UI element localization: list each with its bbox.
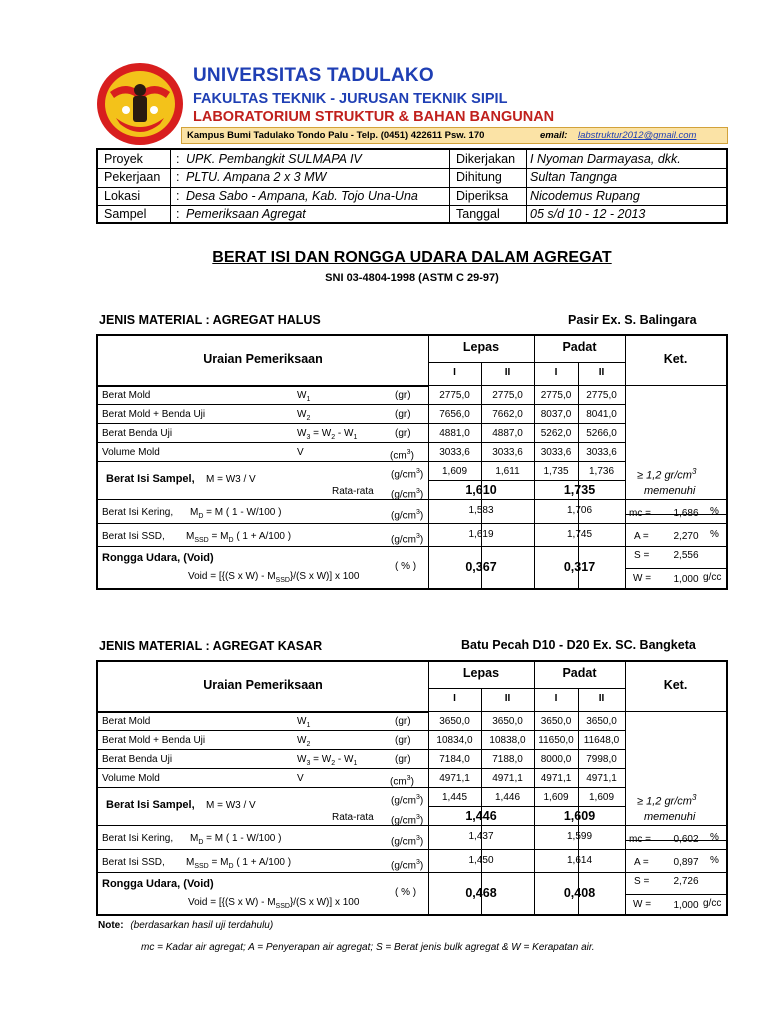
rata-rata-label: Rata-rata	[332, 812, 374, 823]
symbol-w1: $W_1$	[297, 390, 311, 403]
unit-gcm3: $(g/cm^3)$	[391, 814, 424, 827]
w-label: W =	[633, 899, 652, 910]
rongga-padat: 0,317	[563, 560, 596, 574]
lepas-header: Lepas	[462, 666, 500, 680]
dihitung-value: Sultan Tangnga	[530, 170, 618, 184]
dihitung-label: Dihitung	[456, 170, 502, 184]
cell-value: 4887,0	[492, 428, 523, 439]
padat-header: Padat	[562, 666, 597, 680]
row-label-berat_benda: Berat Benda Uji	[102, 428, 173, 439]
row-label-volume: Volume Mold	[102, 447, 160, 458]
w-value: 1,000	[673, 574, 699, 585]
a-label: A =	[634, 531, 649, 542]
proyek-value: UPK. Pembangkit SULMAPA IV	[186, 152, 362, 166]
cell-value: 3033,6	[439, 447, 470, 458]
unit-gcm3: $(g/cm^3)$	[391, 835, 424, 848]
cell-value: 1,611	[495, 466, 520, 477]
cell-value: 4971,1	[439, 773, 470, 784]
rata-rata-label: Rata-rata	[332, 486, 374, 497]
kering-padat: 1,599	[566, 831, 593, 842]
padat-i: I	[554, 693, 558, 704]
w-value: 1,000	[673, 900, 699, 911]
dikerjakan-value: I Nyoman Darmayasa, dkk.	[530, 152, 681, 166]
cell-value: 4971,1	[492, 773, 523, 784]
note-text: (berdasarkan hasil uji terdahulu)	[130, 920, 274, 931]
address-text: Kampus Bumi Tadulako Tondo Palu - Telp. (0451) 422611 Psw. 170	[187, 130, 485, 141]
unit-gcm3: $(g/cm^3)$	[391, 794, 424, 807]
kering-padat: 1,706	[566, 505, 593, 516]
berat-isi-ssd-label: Berat Isi SSD,	[102, 531, 165, 542]
cell-value: 1,735	[543, 466, 569, 477]
cell-value: 8041,0	[586, 409, 617, 420]
berat-isi-formula: M = W3 / V	[206, 800, 256, 811]
rongga-udara-label: Rongga Udara, (Void)	[102, 878, 214, 890]
a-value: 2,270	[673, 531, 699, 542]
note	[98, 920, 273, 931]
cell-value: 4881,0	[439, 428, 470, 439]
cell-value: 8037,0	[540, 409, 572, 420]
cell-value: 3650,0	[492, 716, 523, 727]
dikerjakan-label: Dikerjakan	[456, 152, 516, 166]
s-label: S =	[634, 550, 650, 561]
standard-reference: SNI 03-4804-1998 (ASTM C 29-97)	[325, 272, 499, 284]
tanggal-label: Tanggal	[456, 207, 500, 221]
mc-label: mc =	[629, 508, 651, 519]
a-unit: %	[710, 855, 719, 866]
table-agregat-kasar	[96, 660, 728, 916]
cell-value: 1,445	[441, 792, 468, 803]
ket-standard: ≥ 1,2 $gr/cm^3$	[637, 467, 697, 482]
university-logo	[96, 62, 184, 146]
row-label-berat_mold_benda: Berat Mold + Benda Uji	[102, 409, 206, 420]
unit-persen: ( % )	[395, 887, 417, 898]
cell-value: 7656,0	[439, 409, 470, 420]
rata-lepas: 1,610	[465, 483, 497, 497]
document-title: BERAT ISI DAN RONGGA UDARA DALAM AGREGAT	[212, 249, 612, 266]
kering-lepas: 1,437	[468, 831, 494, 842]
cell-value: 2775,0	[540, 390, 572, 401]
unit-gcm3: $(g/cm^3)$	[391, 533, 424, 546]
a-label: A =	[634, 857, 649, 868]
tanggal-value: 05 s/d 10 - 12 - 2013	[530, 207, 646, 221]
kering-formula: $M_D = M$ ( 1 - W/100 )	[190, 507, 282, 520]
cell-value: 2775,0	[492, 390, 523, 401]
material-halus-source: Pasir Ex. S. Balingara	[568, 313, 697, 327]
s-value: 2,556	[673, 550, 699, 561]
ssd-padat: 1,614	[566, 855, 593, 866]
sampel-value: Pemeriksaan Agregat	[186, 207, 306, 221]
ssd-lepas: 1,450	[468, 855, 494, 866]
lepas-i: I	[453, 693, 456, 704]
unit-gcm3: $(g/cm^3)$	[391, 859, 424, 872]
mc-label: mc =	[629, 834, 651, 845]
symbol-w2: $W_2$	[297, 409, 311, 422]
diperiksa-label: Diperiksa	[456, 189, 509, 203]
university-name: UNIVERSITAS TADULAKO	[193, 65, 434, 86]
unit-cm3: $(cm^3)$	[390, 449, 414, 462]
cell-value: 1,736	[588, 466, 615, 477]
unit-gcm3: $(g/cm^3)$	[391, 509, 424, 522]
cell-value: 5266,0	[586, 428, 617, 439]
pekerjaan-value: PLTU. Ampana 2 x 3 MW	[186, 170, 327, 184]
cell-value: 3650,0	[439, 716, 470, 727]
ket-standard: ≥ 1,2 $gr/cm^3$	[637, 793, 697, 808]
uraian-header: Uraian Pemeriksaan	[203, 678, 323, 692]
cell-value: 3033,6	[540, 447, 572, 458]
unit-gcm3: $(g/cm^3)$	[391, 488, 424, 501]
cell-value: 10834,0	[436, 735, 473, 746]
padat-i: I	[554, 367, 558, 378]
faculty-name: FAKULTAS TEKNIK - JURUSAN TEKNIK SIPIL	[193, 91, 508, 107]
kering-lepas: 1,583	[468, 505, 494, 516]
unit-gr: (gr)	[395, 716, 411, 727]
note-label: Note:	[98, 920, 124, 931]
pekerjaan-label: Pekerjaan	[104, 170, 161, 184]
cell-value: 1,609	[543, 792, 569, 803]
s-label: S =	[634, 876, 650, 887]
legend-note: mc = Kadar air agregat; A = Penyerapan air agregat; S = Berat jenis bulk agregat & W = Kerapatan air.	[141, 942, 595, 953]
unit-cm3: $(cm^3)$	[390, 775, 414, 788]
material-kasar-heading: JENIS MATERIAL : AGREGAT KASAR	[99, 639, 323, 653]
berat-isi-kering-label: Berat Isi Kering,	[102, 507, 174, 518]
laboratory-name: LABORATORIUM STRUKTUR & BAHAN BANGUNAN	[193, 109, 555, 125]
cell-value: 7188,0	[492, 754, 523, 765]
project-info-box: Proyek : UPK. Pembangkit SULMAPA IV Dikerjakan I Nyoman Darmayasa, dkk. Pekerjaan : PLTU. Ampana 2 x 3 MW Dihitung Sultan Tangnga Lokasi : Desa Sabo - Ampana, Kab. Tojo Una-Una Diperiksa Nicodemus Rupang Sampel : Pemeriksaan Agregat Tanggal 05 s/d 10 - 12 - 2013	[96, 148, 728, 224]
email-label: email:	[540, 130, 568, 141]
diperiksa-value: Nicodemus Rupang	[530, 189, 640, 203]
lepas-ii: II	[504, 367, 511, 378]
unit-gcm3: $(g/cm^3)$	[391, 468, 424, 481]
symbol-w2: $W_2$	[297, 735, 311, 748]
ket-header: Ket.	[663, 678, 688, 692]
kering-formula: $M_D = M$ ( 1 - W/100 )	[190, 833, 282, 846]
cell-value: 1,446	[494, 792, 521, 803]
cell-value: 7184,0	[439, 754, 470, 765]
email-link[interactable]: labstruktur2012@gmail.com	[578, 130, 697, 141]
ket-memenuhi: memenuhi	[644, 811, 696, 823]
rongga-lepas: 0,468	[465, 886, 497, 900]
void-formula: Void = [{(S x $W) - M_{SSD}\}/(S$ x W)] x 100	[188, 571, 360, 584]
symbol-v: V	[297, 773, 304, 784]
cell-value: 3033,6	[492, 447, 523, 458]
cell-value: 2775,0	[439, 390, 470, 401]
table-agregat-halus	[96, 334, 728, 590]
ssd-lepas: 1,619	[468, 529, 494, 540]
unit-gr: (gr)	[395, 428, 411, 439]
lepas-header: Lepas	[462, 340, 500, 354]
cell-value: 4971,1	[540, 773, 572, 784]
material-halus-heading: JENIS MATERIAL : AGREGAT HALUS	[99, 313, 321, 327]
mc-value: 0,602	[673, 834, 699, 845]
cell-value: 7662,0	[492, 409, 523, 420]
unit-gr: (gr)	[395, 409, 411, 420]
lokasi-value: Desa Sabo - Ampana, Kab. Tojo Una-Una	[186, 189, 418, 203]
mc-unit: %	[710, 832, 719, 843]
cell-value: 2775,0	[586, 390, 617, 401]
padat-ii: II	[598, 693, 605, 704]
rata-padat: 1,609	[563, 809, 596, 823]
void-formula: Void = [{(S x $W) - M_{SSD}\}/(S$ x W)] x 100	[188, 897, 360, 910]
w-label: W =	[633, 573, 652, 584]
cell-value: 1,609	[441, 466, 468, 477]
rongga-udara-label: Rongga Udara, (Void)	[102, 552, 214, 564]
address-bar	[181, 127, 728, 144]
padat-header: Padat	[562, 340, 597, 354]
unit-gr: (gr)	[395, 390, 411, 401]
cell-value: 3650,0	[586, 716, 617, 727]
unit-persen: ( % )	[395, 561, 417, 572]
a-unit: %	[710, 529, 719, 540]
lepas-i: I	[453, 367, 456, 378]
symbol-w3: $W_3 = W_2 - W_1$	[297, 754, 358, 767]
a-value: 0,897	[673, 857, 699, 868]
w-unit: g/cc	[703, 898, 722, 909]
symbol-w1: $W_1$	[297, 716, 311, 729]
ssd-formula: $M_{SSD} = M_D$ ( 1 + A/100 )	[186, 857, 292, 870]
mc-unit: %	[710, 506, 719, 517]
cell-value: 11648,0	[583, 735, 620, 746]
lepas-ii: II	[504, 693, 511, 704]
berat-isi-ssd-label: Berat Isi SSD,	[102, 857, 165, 868]
rata-padat: 1,735	[563, 483, 596, 497]
cell-value: 7998,0	[586, 754, 617, 765]
cell-value: 3033,6	[586, 447, 617, 458]
symbol-v: V	[297, 447, 304, 458]
row-label-berat_mold: Berat Mold	[102, 716, 151, 727]
berat-isi-formula: M = W3 / V	[206, 474, 256, 485]
ket-memenuhi: memenuhi	[644, 485, 696, 497]
berat-isi-sampel-label: Berat Isi Sampel,	[106, 473, 195, 485]
row-label-berat_mold: Berat Mold	[102, 390, 151, 401]
sampel-label: Sampel	[104, 207, 147, 221]
cell-value: 8000,0	[540, 754, 572, 765]
unit-gr: (gr)	[395, 754, 411, 765]
proyek-label: Proyek	[104, 152, 143, 166]
ssd-padat: 1,745	[566, 529, 593, 540]
material-kasar-source: Batu Pecah D10 - D20 Ex. SC. Bangketa	[461, 638, 696, 652]
lokasi-label: Lokasi	[104, 189, 141, 203]
cell-value: 1,609	[588, 792, 615, 803]
row-label-volume: Volume Mold	[102, 773, 160, 784]
berat-isi-sampel-label: Berat Isi Sampel,	[106, 799, 195, 811]
cell-value: 11650,0	[538, 735, 574, 746]
cell-value: 4971,1	[586, 773, 617, 784]
berat-isi-kering-label: Berat Isi Kering,	[102, 833, 174, 844]
s-value: 2,726	[673, 876, 699, 887]
padat-ii: II	[598, 367, 605, 378]
symbol-w3: $W_3 = W_2 - W_1$	[297, 428, 358, 441]
mc-value: 1,686	[673, 508, 699, 519]
unit-gr: (gr)	[395, 735, 411, 746]
row-label-berat_mold_benda: Berat Mold + Benda Uji	[102, 735, 206, 746]
cell-value: 10838,0	[489, 735, 526, 746]
row-label-berat_benda: Berat Benda Uji	[102, 754, 173, 765]
uraian-header: Uraian Pemeriksaan	[203, 352, 323, 366]
rongga-lepas: 0,367	[465, 560, 497, 574]
ssd-formula: $M_{SSD} = M_D$ ( 1 + A/100 )	[186, 531, 292, 544]
rata-lepas: 1,446	[465, 809, 497, 823]
ket-header: Ket.	[663, 352, 688, 366]
cell-value: 5262,0	[540, 428, 572, 439]
cell-value: 3650,0	[540, 716, 572, 727]
w-unit: g/cc	[703, 572, 722, 583]
rongga-padat: 0,408	[563, 886, 596, 900]
